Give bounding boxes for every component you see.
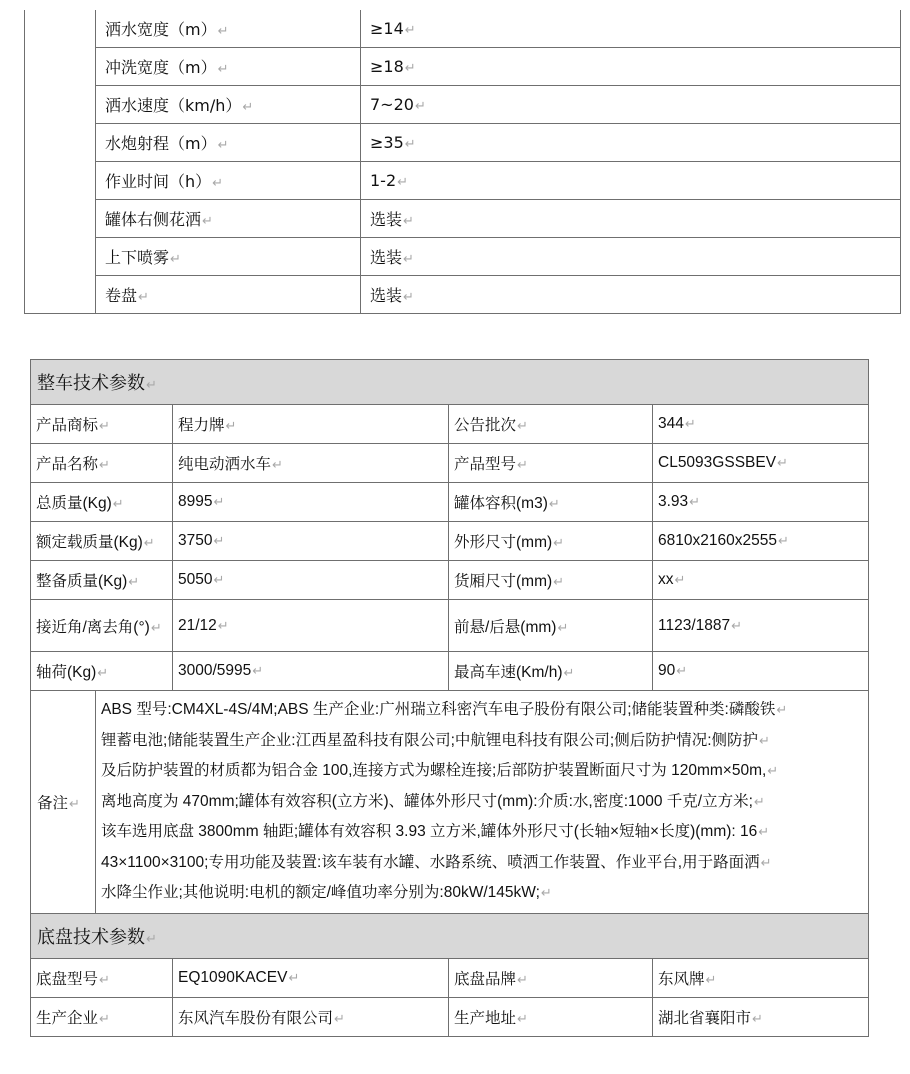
param-label [449, 522, 653, 561]
param-label-text: 货厢尺寸(mm) [454, 573, 553, 590]
paragraph-mark: ↵ [170, 252, 181, 267]
paragraph-mark: ↵ [752, 1010, 763, 1026]
param-label-text: 底盘型号 [36, 970, 99, 988]
paragraph-mark: ↵ [759, 732, 770, 748]
remark-label-text: 备注 [37, 794, 69, 812]
spec-value [361, 200, 901, 238]
paragraph-mark: ↵ [272, 457, 283, 472]
param-label-text: 公告批次 [454, 417, 517, 434]
spec-value [361, 124, 901, 162]
param-label-text: 外形尺寸(mm) [454, 534, 553, 551]
paragraph-mark: ↵ [99, 971, 110, 987]
param-value-text: 湖北省襄阳市 [658, 1009, 752, 1027]
param-label [449, 997, 653, 1036]
paragraph-mark: ↵ [146, 377, 157, 392]
paragraph-mark: ↵ [563, 665, 575, 680]
param-value [653, 405, 869, 444]
param-value-text: 1123/1887 [658, 616, 731, 634]
spec-label [96, 276, 361, 314]
spec-value-text: 选装 [370, 210, 403, 229]
param-label [449, 600, 653, 652]
param-value-text: 6810x2160x2555 [658, 532, 777, 549]
paragraph-mark: ↵ [517, 1010, 528, 1026]
spec-label [96, 238, 361, 276]
param-label [449, 652, 653, 691]
table-row [31, 600, 869, 652]
paragraph-mark: ↵ [138, 290, 149, 305]
table-row [25, 10, 901, 48]
param-value [653, 958, 869, 997]
spec-value-text: ≥18 [370, 57, 404, 76]
spec-value-text: 选装 [370, 286, 403, 305]
param-value [173, 483, 449, 522]
paragraph-mark: ↵ [202, 214, 213, 229]
remark-line [101, 878, 864, 909]
spec-label-text: 罐体右侧花洒 [105, 210, 202, 229]
remark-line [101, 756, 864, 787]
spec-value [361, 238, 901, 276]
param-value-text: EQ1090KACEV [178, 968, 288, 986]
param-value-text: 21/12 [178, 616, 217, 634]
spec-label [96, 124, 361, 162]
param-label-text: 产品商标 [36, 417, 99, 434]
paragraph-mark: ↵ [150, 619, 162, 635]
spec-value [361, 276, 901, 314]
paragraph-mark: ↵ [403, 214, 414, 229]
table-row [25, 162, 901, 200]
param-value-text: 程力牌 [178, 417, 225, 434]
spec-value-text: ≥35 [370, 133, 404, 152]
remark-line [101, 787, 864, 818]
param-value [653, 600, 869, 652]
paragraph-mark: ↵ [684, 416, 696, 431]
table-row [31, 997, 869, 1036]
paragraph-mark: ↵ [548, 496, 560, 511]
spec-value [361, 162, 901, 200]
param-value [173, 958, 449, 997]
paragraph-mark: ↵ [731, 617, 743, 633]
remark-line [101, 848, 864, 879]
paragraph-mark: ↵ [146, 930, 157, 946]
paragraph-mark: ↵ [540, 885, 552, 900]
paragraph-mark: ↵ [777, 533, 789, 548]
param-value [173, 405, 449, 444]
paragraph-mark: ↵ [517, 971, 528, 987]
paragraph-mark: ↵ [112, 496, 124, 511]
param-label-text: 最高车速(Km/h) [454, 664, 563, 681]
param-value-text: 东风汽车股份有限公司 [178, 1009, 334, 1027]
table-row [31, 405, 869, 444]
spec-value-text: ≥14 [370, 19, 404, 38]
param-label-text: 总质量(Kg) [36, 495, 112, 512]
paragraph-mark: ↵ [753, 793, 765, 809]
paragraph-mark: ↵ [404, 23, 416, 38]
param-value-text: 8995 [178, 493, 213, 510]
top-spec-table-body [25, 10, 901, 314]
paragraph-mark: ↵ [403, 252, 414, 267]
paragraph-mark: ↵ [99, 457, 110, 472]
remark-line-text: 及后防护装置的材质都为铝合金 100,连接方式为螺栓连接;后部防护装置断面尺寸为 120mm×50m, [101, 762, 767, 779]
param-label-text: 额定载质量(Kg) [36, 534, 143, 551]
spec-label-text: 洒水宽度（m） [105, 20, 217, 39]
paragraph-mark: ↵ [213, 494, 225, 509]
remark-content [96, 691, 869, 914]
param-value-text: CL5093GSSBEV [658, 454, 777, 471]
param-value [653, 483, 869, 522]
paragraph-mark: ↵ [404, 137, 416, 152]
param-value [653, 997, 869, 1036]
paragraph-mark: ↵ [217, 62, 229, 77]
chassis-section-title-text: 底盘技术参数 [37, 926, 145, 947]
remark-line [101, 817, 864, 848]
paragraph-mark: ↵ [553, 535, 565, 550]
remark-line-text: 43×1100×3100;专用功能及装置:该车装有水罐、水路系统、喷洒工作装置、作业平台,用于路面洒 [101, 853, 760, 871]
spec-label-text: 作业时间（h） [105, 172, 212, 191]
paragraph-mark: ↵ [404, 61, 416, 76]
param-label-text: 接近角/离去角(°) [36, 618, 150, 636]
spec-label-text: 卷盘 [105, 286, 138, 305]
paragraph-mark: ↵ [758, 824, 770, 839]
paragraph-mark: ↵ [288, 969, 300, 985]
param-label-text: 产品型号 [454, 456, 517, 473]
remark-row [31, 691, 869, 914]
paragraph-mark: ↵ [217, 617, 229, 633]
paragraph-mark: ↵ [397, 175, 409, 190]
table-row [25, 238, 901, 276]
paragraph-mark: ↵ [212, 176, 224, 191]
paragraph-mark: ↵ [97, 665, 109, 680]
chassis-section-title [31, 913, 869, 958]
param-label [449, 483, 653, 522]
param-value-text: 纯电动洒水车 [178, 456, 272, 473]
param-label [31, 483, 173, 522]
spec-label-text: 冲洗宽度（m） [105, 58, 217, 77]
table-row [25, 276, 901, 314]
param-value [173, 652, 449, 691]
paragraph-mark: ↵ [689, 494, 701, 509]
paragraph-mark: ↵ [213, 572, 225, 587]
spec-label-text: 水炮射程（m） [105, 134, 217, 153]
param-value [173, 561, 449, 600]
table-row [25, 48, 901, 86]
remark-line [101, 726, 864, 757]
paragraph-mark: ↵ [99, 418, 110, 433]
top-spec-table [24, 10, 901, 314]
spec-label-text: 洒水速度（km/h） [105, 96, 242, 115]
table-row [31, 652, 869, 691]
remark-line-text: 该车选用底盘 3800mm 轴距;罐体有效容积 3.93 立方米,罐体外形尺寸(长轴×短轴×长度)(mm): 16 [101, 823, 758, 840]
paragraph-mark: ↵ [252, 663, 264, 678]
paragraph-mark: ↵ [674, 572, 686, 587]
paragraph-mark: ↵ [143, 535, 155, 550]
spec-label [96, 86, 361, 124]
param-value-text: 3000/5995 [178, 662, 252, 679]
param-value-text: 3.93 [658, 493, 689, 510]
spec-label [96, 162, 361, 200]
vehicle-spec-table [30, 359, 869, 1037]
paragraph-mark: ↵ [225, 418, 237, 433]
param-value-text: 344 [658, 415, 684, 432]
paragraph-mark: ↵ [676, 663, 688, 678]
param-value-text: 3750 [178, 532, 213, 549]
spec-label [96, 200, 361, 238]
table-row [31, 483, 869, 522]
remark-line [101, 695, 864, 726]
paragraph-mark: ↵ [705, 971, 717, 987]
vehicle-section-header-row [31, 360, 869, 405]
paragraph-mark: ↵ [217, 24, 229, 39]
table-row [31, 958, 869, 997]
spec-value-text: 选装 [370, 248, 403, 267]
param-label-text: 产品名称 [36, 456, 99, 473]
paragraph-mark: ↵ [403, 290, 414, 305]
table-row [31, 522, 869, 561]
param-label [31, 561, 173, 600]
table-row [31, 444, 869, 483]
param-value [653, 444, 869, 483]
paragraph-mark: ↵ [767, 763, 779, 778]
param-label [449, 405, 653, 444]
paragraph-mark: ↵ [213, 533, 225, 548]
param-label [449, 958, 653, 997]
paragraph-mark: ↵ [517, 457, 528, 472]
spec-value [361, 86, 901, 124]
param-value-text: xx [658, 571, 674, 588]
paragraph-mark: ↵ [414, 99, 426, 114]
paragraph-mark: ↵ [777, 455, 788, 470]
paragraph-mark: ↵ [334, 1010, 345, 1026]
paragraph-mark: ↵ [776, 702, 788, 717]
param-label [31, 997, 173, 1036]
param-label [31, 522, 173, 561]
param-value [173, 997, 449, 1036]
param-label [449, 444, 653, 483]
merged-category-cell [25, 10, 96, 314]
remark-line-text: 锂蓄电池;储能装置生产企业:江西星盈科技有限公司;中航锂电科技有限公司;侧后防护情况:侧防护 [101, 731, 759, 749]
paragraph-mark: ↵ [99, 1010, 110, 1026]
paragraph-mark: ↵ [557, 619, 569, 635]
param-value [173, 444, 449, 483]
spec-value [361, 48, 901, 86]
param-label-text: 底盘品牌 [454, 970, 517, 988]
table-row [25, 86, 901, 124]
param-value-text: 90 [658, 662, 676, 679]
param-label [31, 652, 173, 691]
vehicle-section-title [31, 360, 869, 405]
param-label [31, 958, 173, 997]
spec-value-text: 1-2 [370, 171, 397, 190]
paragraph-mark: ↵ [553, 574, 565, 589]
paragraph-mark: ↵ [217, 138, 229, 153]
param-value-text: 东风牌 [658, 970, 705, 988]
spec-value-text: 7~20 [370, 95, 414, 114]
param-label-text: 轴荷(Kg) [36, 664, 97, 681]
spec-label [96, 48, 361, 86]
paragraph-mark: ↵ [69, 795, 80, 811]
remark-label [31, 691, 96, 914]
param-value [653, 561, 869, 600]
table-row [25, 124, 901, 162]
param-label-text: 生产地址 [454, 1009, 517, 1027]
param-label [31, 600, 173, 652]
remark-line-text: ABS 型号:CM4XL-4S/4M;ABS 生产企业:广州瑞立科密汽车电子股份有限公司;储能装置种类:磷酸铁 [101, 701, 776, 718]
paragraph-mark: ↵ [517, 418, 528, 433]
param-label [31, 444, 173, 483]
param-label-text: 前悬/后悬(mm) [454, 618, 557, 636]
vehicle-spec-table-body [31, 360, 869, 1037]
table-row [31, 561, 869, 600]
param-value-text: 5050 [178, 571, 213, 588]
param-value [173, 600, 449, 652]
param-label [449, 561, 653, 600]
remark-line-text: 离地高度为 470mm;罐体有效容积(立方米)、罐体外形尺寸(mm):介质:水,密度:1000 千克/立方米; [101, 792, 753, 810]
paragraph-mark: ↵ [128, 574, 140, 589]
param-label [31, 405, 173, 444]
param-label-text: 生产企业 [36, 1009, 99, 1027]
vehicle-section-title-text: 整车技术参数 [37, 373, 145, 393]
table-row [25, 200, 901, 238]
spec-label [96, 10, 361, 48]
param-label-text: 整备质量(Kg) [36, 573, 128, 590]
param-label-text: 罐体容积(m3) [454, 495, 548, 512]
param-value [653, 652, 869, 691]
chassis-section-header-row [31, 913, 869, 958]
spec-value [361, 10, 901, 48]
remark-line-text: 水降尘作业;其他说明:电机的额定/峰值功率分别为:80kW/145kW; [101, 884, 540, 901]
param-value [653, 522, 869, 561]
paragraph-mark: ↵ [760, 854, 772, 870]
paragraph-mark: ↵ [242, 100, 254, 115]
spec-label-text: 上下喷雾 [105, 248, 170, 267]
param-value [173, 522, 449, 561]
